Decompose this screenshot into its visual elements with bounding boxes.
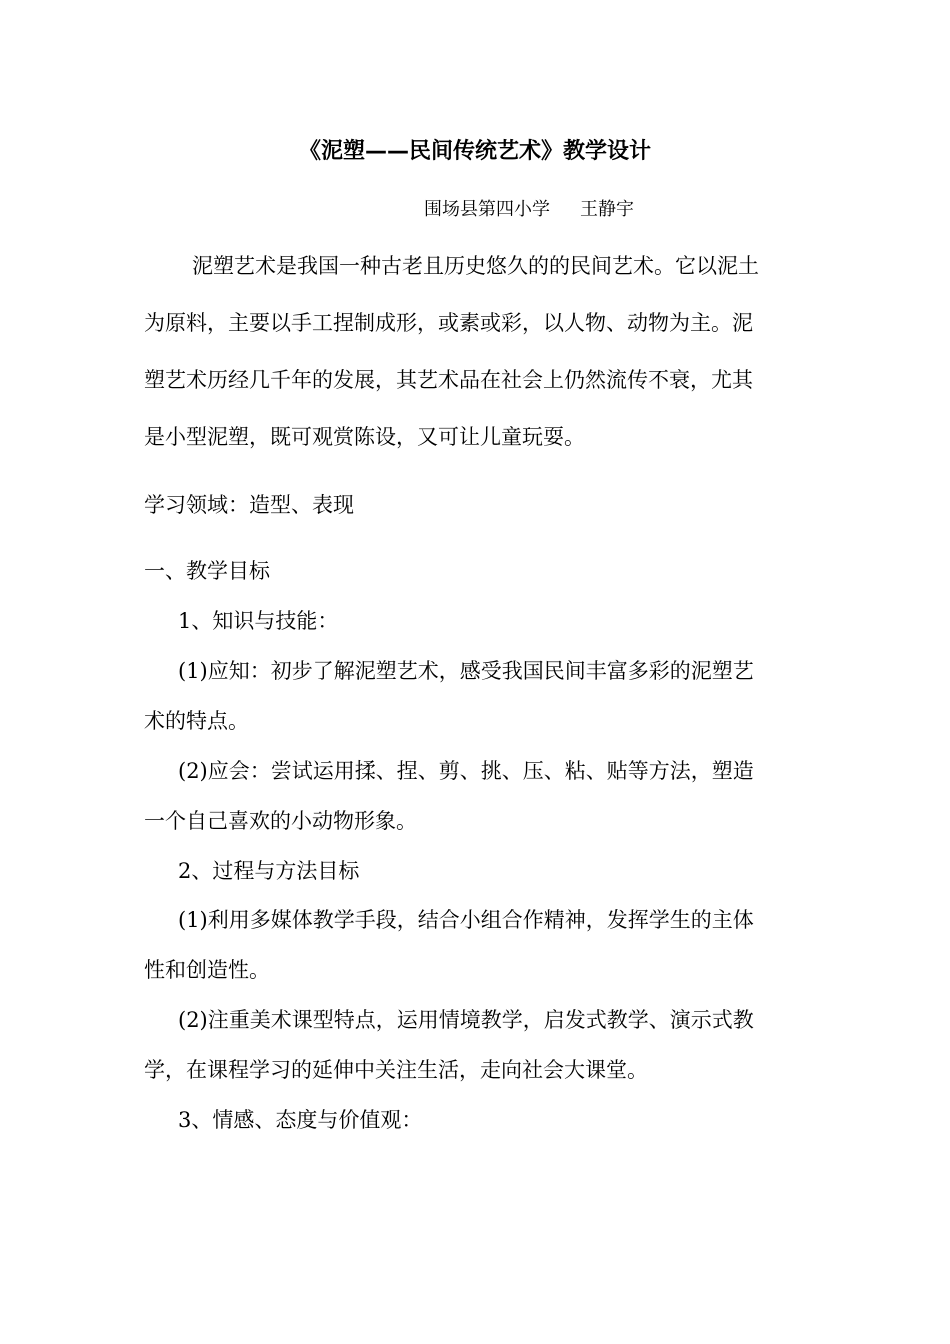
intro-line: 是小型泥塑，既可观赏陈设，又可让儿童玩耍。 (144, 425, 585, 449)
objective-line: 术的特点。 (144, 709, 249, 733)
intro-line: 为原料，主要以手工捏制成形，或素或彩，以人物、动物为主。泥 (144, 311, 753, 335)
objective-line: 性和创造性。 (144, 958, 270, 982)
author-name: 王静宇 (580, 199, 634, 220)
objective-line: (1)利用多媒体教学手段，结合小组合作精神，发挥学生的主体 (178, 908, 754, 932)
intro-line: 塑艺术历经几千年的发展，其艺术品在社会上仍然流传不衰，尤其 (144, 368, 753, 392)
objective2-item1 (144, 895, 808, 995)
objective2-heading-text: 2、过程与方法目标 (178, 859, 360, 883)
domain-line (144, 480, 808, 530)
author-school: 围场县第四小学 (424, 199, 550, 220)
objective-line: (1)应知：初步了解泥塑艺术，感受我国民间丰富多彩的泥塑艺 (178, 659, 754, 683)
objective1-heading-text: 1、知识与技能： (178, 609, 339, 633)
objective3-heading-text: 3、情感、态度与价值观： (178, 1108, 423, 1132)
domain-text: 学习领域：造型、表现 (144, 493, 354, 517)
objective-line: (2)应会：尝试运用揉、捏、剪、挑、压、粘、贴等方法，塑造 (178, 759, 754, 783)
objective-line: 一个自己喜欢的小动物形象。 (144, 809, 417, 833)
objective1-heading (144, 596, 808, 646)
intro-line: 泥塑艺术是我国一种古老且历史悠久的的民间艺术。它以泥土 (192, 254, 759, 278)
objective-line: (2)注重美术课型特点，运用情境教学，启发式教学、演示式教 (178, 1008, 754, 1032)
section1-heading-text: 一、教学目标 (144, 559, 270, 583)
objective3-heading (144, 1095, 808, 1145)
objective2-heading (144, 846, 808, 896)
intro-paragraph (144, 238, 808, 466)
author-line (424, 197, 634, 223)
objective2-item2 (144, 995, 808, 1095)
objective-line: 学，在课程学习的延伸中关注生活，走向社会大课堂。 (144, 1058, 648, 1082)
section1-heading (144, 546, 808, 596)
document-title: 《泥塑——民间传统艺术》教学设计 (298, 139, 651, 164)
objective1-item2 (144, 746, 808, 846)
objective1-item1 (144, 646, 808, 746)
